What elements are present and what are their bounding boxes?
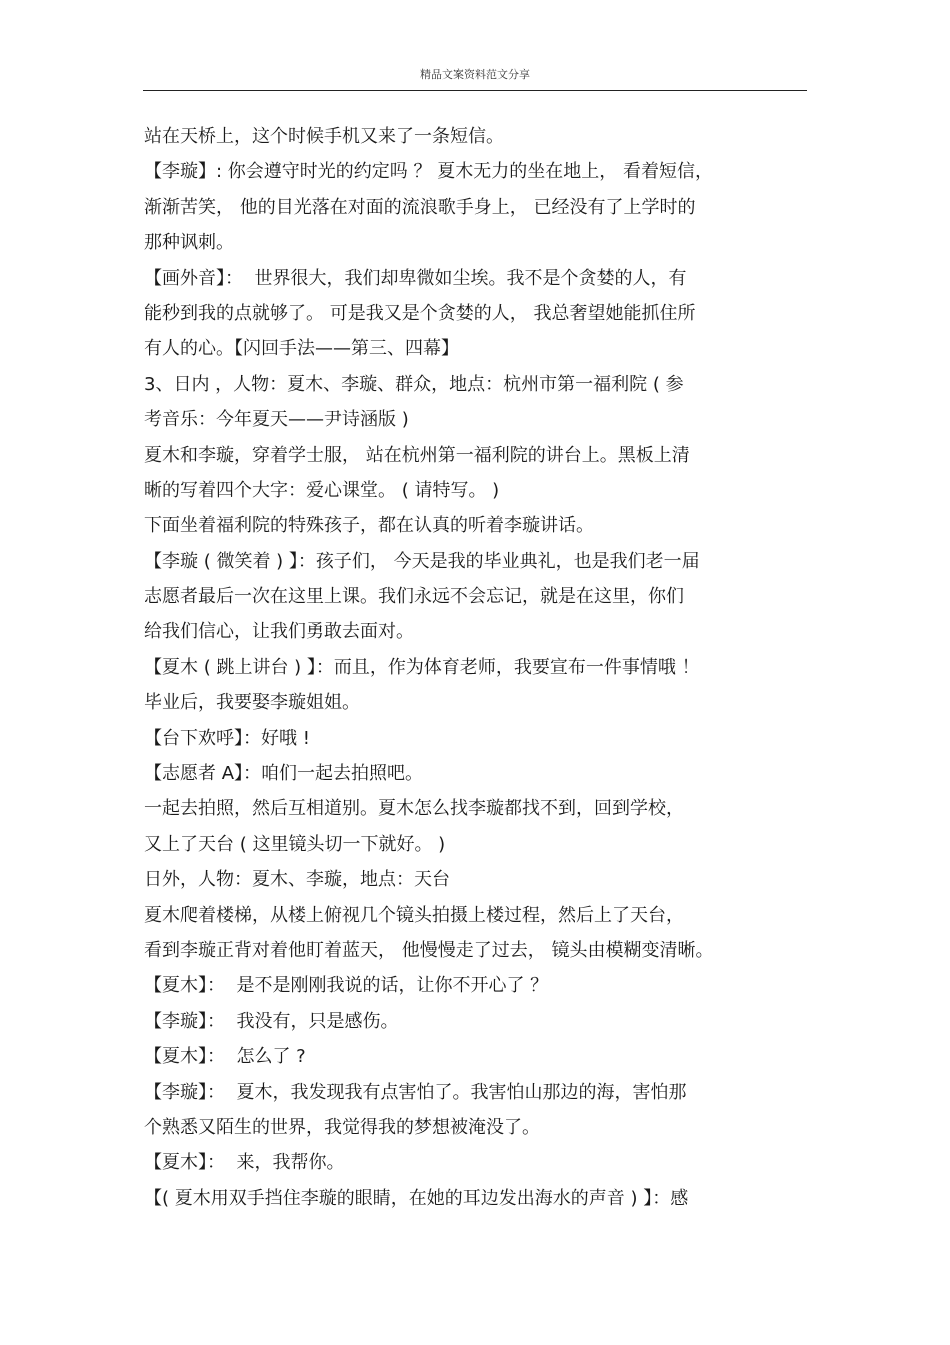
text-line: 考音乐：今年夏天——尹诗涵版 ) — [144, 409, 409, 431]
header-divider — [143, 90, 807, 91]
text-line: 日外，人物：夏木、李璇，地点：天台 — [144, 869, 450, 891]
text-line: 【李璇】： 我没有，只是感伤。 — [144, 1010, 399, 1032]
text-line: 【夏木】： 是不是刚刚我说的话，让你不开心了 ？ — [144, 975, 549, 997]
text-line: 【李璇】： 夏木，我发现我有点害怕了。我害怕山那边的海，害怕那 — [144, 1081, 687, 1103]
text-line: 【台下欢呼】：好哦 ! — [144, 727, 310, 749]
text-line: 【画外音】： 世界很大，我们却卑微如尘埃。我不是个贪婪的人，有 — [144, 267, 687, 289]
text-line: 【志愿者 A】：咱们一起去拍照吧。 — [144, 763, 424, 785]
text-line: 有人的心。【闪回手法——第三、四幕】 — [144, 338, 459, 360]
text-line: 【夏木 ( 跳上讲台 ) 】：而且，作为体育老师，我要宣布一件事情哦 ！ — [144, 656, 700, 678]
text-line: 【李璇】: 你会遵守时光的约定吗 ？ 夏木无力的坐在地上， 看着短信， — [144, 161, 713, 183]
text-line: 夏木爬着楼梯，从楼上俯视几个镜头拍摄上楼过程，然后上了天台， — [144, 904, 684, 926]
text-line: 看到李璇正背对着他盯着蓝天， 他慢慢走了过去， 镜头由模糊变清晰。 — [144, 939, 714, 961]
text-line: 又上了天台 ( 这里镜头切一下就好。 ) — [144, 833, 446, 855]
text-line: 夏木和李璇，穿着学士服， 站在杭州第一福利院的讲台上。黑板上清 — [144, 444, 690, 466]
text-line: 【夏木】： 来，我帮你。 — [144, 1152, 345, 1174]
text-line: 3、日内 ，人物：夏木、李璇、群众，地点：杭州市第一福利院 ( 参 — [144, 373, 684, 395]
text-line: 给我们信心，让我们勇敢去面对。 — [144, 621, 414, 643]
text-line: 站在天桥上，这个时候手机又来了一条短信。 — [144, 126, 504, 147]
text-line: 渐渐苦笑， 他的目光落在对面的流浪歌手身上， 已经没有了上学时的 — [144, 196, 696, 218]
script-body — [144, 119, 812, 1216]
text-line: 【李璇 ( 微笑着 ) 】：孩子们， 今天是我的毕业典礼，也是我们老一届 — [144, 550, 700, 572]
text-line: 那种讽刺。 — [144, 232, 234, 254]
text-line: 志愿者最后一次在这里上课。我们永远不会忘记，就是在这里，你们 — [144, 586, 684, 608]
text-line: 毕业后，我要娶李璇姐姐。 — [144, 692, 360, 714]
text-line: 【夏木】： 怎么了 ? — [144, 1046, 306, 1068]
text-line: 晰的写着四个大字：爱心课堂。 ( 请特写。 ) — [144, 479, 500, 501]
text-line: 能秒到我的点就够了。 可是我又是个贪婪的人， 我总奢望她能抓住所 — [144, 302, 696, 324]
text-line: 【( 夏木用双手挡住李璇的眼睛，在她的耳边发出海水的声音 ) 】：感 — [144, 1187, 689, 1209]
text-line: 下面坐着福利院的特殊孩子，都在认真的听着李璇讲话。 — [144, 515, 594, 537]
text-line: 一起去拍照，然后互相道别。夏木怎么找李璇都找不到，回到学校， — [144, 798, 684, 820]
text-line: 个熟悉又陌生的世界，我觉得我的梦想被淹没了。 — [144, 1116, 540, 1138]
page-header: 精品文案资料范文分享 — [420, 68, 530, 81]
